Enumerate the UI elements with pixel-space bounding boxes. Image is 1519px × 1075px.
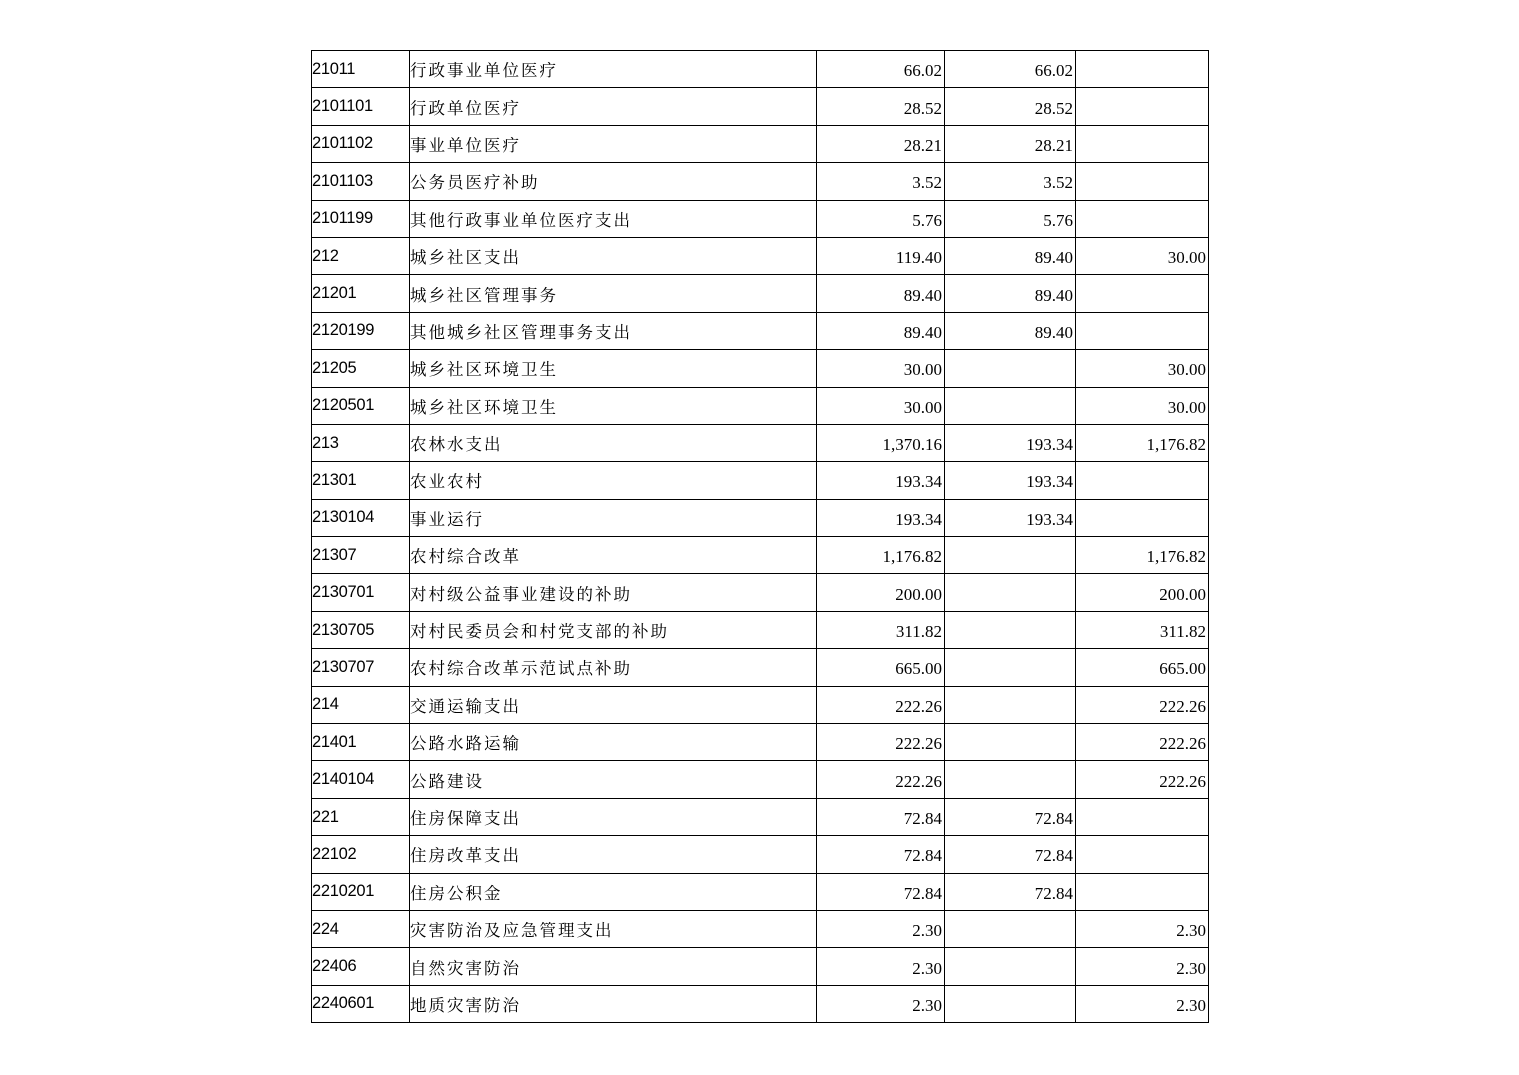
total-amount-cell: 30.00: [817, 387, 945, 424]
table-row: [312, 985, 1209, 1022]
table-row: [312, 649, 1209, 686]
table-row: [312, 873, 1209, 910]
total-amount-cell: 89.40: [817, 312, 945, 349]
project-expenditure-cell: [1076, 88, 1209, 125]
subject-name-cell: 城乡社区环境卫生: [410, 350, 817, 387]
subject-name-cell: 事业运行: [410, 499, 817, 536]
subject-code-cell: 2240601: [312, 985, 410, 1022]
project-expenditure-cell: 2.30: [1076, 985, 1209, 1022]
project-expenditure-cell: [1076, 462, 1209, 499]
table-row: [312, 836, 1209, 873]
project-expenditure-cell: 30.00: [1076, 350, 1209, 387]
project-expenditure-cell: 2.30: [1076, 910, 1209, 947]
total-amount-cell: 222.26: [817, 724, 945, 761]
project-expenditure-cell: [1076, 125, 1209, 162]
project-expenditure-cell: [1076, 51, 1209, 88]
subject-name-cell: 交通运输支出: [410, 686, 817, 723]
project-expenditure-cell: [1076, 275, 1209, 312]
total-amount-cell: 200.00: [817, 574, 945, 611]
budget-table: [311, 50, 1209, 1023]
subject-code-cell: 21011: [312, 51, 410, 88]
total-amount-cell: 119.40: [817, 237, 945, 274]
project-expenditure-cell: [1076, 499, 1209, 536]
table-row: [312, 350, 1209, 387]
table-row: [312, 948, 1209, 985]
basic-expenditure-cell: 5.76: [945, 200, 1076, 237]
table-body: [312, 51, 1209, 1023]
subject-name-cell: 城乡社区环境卫生: [410, 387, 817, 424]
subject-name-cell: 住房保障支出: [410, 798, 817, 835]
basic-expenditure-cell: [945, 537, 1076, 574]
project-expenditure-cell: 222.26: [1076, 761, 1209, 798]
project-expenditure-cell: [1076, 836, 1209, 873]
basic-expenditure-cell: [945, 910, 1076, 947]
subject-name-cell: 对村级公益事业建设的补助: [410, 574, 817, 611]
basic-expenditure-cell: 72.84: [945, 873, 1076, 910]
total-amount-cell: 1,370.16: [817, 424, 945, 461]
total-amount-cell: 2.30: [817, 948, 945, 985]
table-row: [312, 798, 1209, 835]
table-row: [312, 686, 1209, 723]
subject-name-cell: 农村综合改革: [410, 537, 817, 574]
total-amount-cell: 72.84: [817, 798, 945, 835]
subject-name-cell: 其他城乡社区管理事务支出: [410, 312, 817, 349]
basic-expenditure-cell: [945, 387, 1076, 424]
subject-name-cell: 住房改革支出: [410, 836, 817, 873]
subject-name-cell: 农村综合改革示范试点补助: [410, 649, 817, 686]
subject-code-cell: 224: [312, 910, 410, 947]
basic-expenditure-cell: 72.84: [945, 798, 1076, 835]
table-row: [312, 200, 1209, 237]
basic-expenditure-cell: 66.02: [945, 51, 1076, 88]
table-row: [312, 499, 1209, 536]
total-amount-cell: 28.21: [817, 125, 945, 162]
subject-code-cell: 2130705: [312, 611, 410, 648]
total-amount-cell: 30.00: [817, 350, 945, 387]
total-amount-cell: 3.52: [817, 163, 945, 200]
basic-expenditure-cell: 28.21: [945, 125, 1076, 162]
subject-code-cell: 21205: [312, 350, 410, 387]
subject-name-cell: 事业单位医疗: [410, 125, 817, 162]
total-amount-cell: 311.82: [817, 611, 945, 648]
subject-code-cell: 21401: [312, 724, 410, 761]
subject-name-cell: 行政事业单位医疗: [410, 51, 817, 88]
table-row: [312, 910, 1209, 947]
table-row: [312, 724, 1209, 761]
project-expenditure-cell: 1,176.82: [1076, 537, 1209, 574]
subject-code-cell: 213: [312, 424, 410, 461]
subject-code-cell: 2101102: [312, 125, 410, 162]
basic-expenditure-cell: 89.40: [945, 312, 1076, 349]
basic-expenditure-cell: 89.40: [945, 275, 1076, 312]
subject-name-cell: 公务员医疗补助: [410, 163, 817, 200]
project-expenditure-cell: [1076, 200, 1209, 237]
subject-name-cell: 农林水支出: [410, 424, 817, 461]
basic-expenditure-cell: [945, 686, 1076, 723]
basic-expenditure-cell: 28.52: [945, 88, 1076, 125]
table-row: [312, 237, 1209, 274]
total-amount-cell: 1,176.82: [817, 537, 945, 574]
basic-expenditure-cell: [945, 948, 1076, 985]
total-amount-cell: 222.26: [817, 761, 945, 798]
project-expenditure-cell: 222.26: [1076, 724, 1209, 761]
subject-code-cell: 21301: [312, 462, 410, 499]
project-expenditure-cell: [1076, 312, 1209, 349]
project-expenditure-cell: 30.00: [1076, 387, 1209, 424]
total-amount-cell: 665.00: [817, 649, 945, 686]
subject-name-cell: 公路水路运输: [410, 724, 817, 761]
table-row: [312, 88, 1209, 125]
total-amount-cell: 193.34: [817, 462, 945, 499]
basic-expenditure-cell: [945, 350, 1076, 387]
table-row: [312, 163, 1209, 200]
total-amount-cell: 66.02: [817, 51, 945, 88]
total-amount-cell: 28.52: [817, 88, 945, 125]
total-amount-cell: 193.34: [817, 499, 945, 536]
table-row: [312, 51, 1209, 88]
total-amount-cell: 2.30: [817, 985, 945, 1022]
subject-name-cell: 行政单位医疗: [410, 88, 817, 125]
subject-code-cell: 214: [312, 686, 410, 723]
table-row: [312, 312, 1209, 349]
basic-expenditure-cell: [945, 761, 1076, 798]
subject-code-cell: 22406: [312, 948, 410, 985]
subject-name-cell: 自然灾害防治: [410, 948, 817, 985]
basic-expenditure-cell: [945, 985, 1076, 1022]
subject-code-cell: 2101199: [312, 200, 410, 237]
basic-expenditure-cell: [945, 724, 1076, 761]
subject-code-cell: 21307: [312, 537, 410, 574]
table-row: [312, 424, 1209, 461]
project-expenditure-cell: 665.00: [1076, 649, 1209, 686]
basic-expenditure-cell: 72.84: [945, 836, 1076, 873]
subject-name-cell: 灾害防治及应急管理支出: [410, 910, 817, 947]
table-row: [312, 275, 1209, 312]
subject-name-cell: 地质灾害防治: [410, 985, 817, 1022]
basic-expenditure-cell: [945, 574, 1076, 611]
basic-expenditure-cell: 193.34: [945, 424, 1076, 461]
subject-name-cell: 住房公积金: [410, 873, 817, 910]
subject-name-cell: 对村民委员会和村党支部的补助: [410, 611, 817, 648]
basic-expenditure-cell: 89.40: [945, 237, 1076, 274]
total-amount-cell: 89.40: [817, 275, 945, 312]
subject-code-cell: 2130104: [312, 499, 410, 536]
table-row: [312, 462, 1209, 499]
total-amount-cell: 222.26: [817, 686, 945, 723]
project-expenditure-cell: 30.00: [1076, 237, 1209, 274]
subject-code-cell: 2130707: [312, 649, 410, 686]
project-expenditure-cell: 222.26: [1076, 686, 1209, 723]
total-amount-cell: 5.76: [817, 200, 945, 237]
total-amount-cell: 72.84: [817, 873, 945, 910]
subject-code-cell: 212: [312, 237, 410, 274]
subject-name-cell: 城乡社区支出: [410, 237, 817, 274]
project-expenditure-cell: [1076, 798, 1209, 835]
table-row: [312, 761, 1209, 798]
subject-name-cell: 农业农村: [410, 462, 817, 499]
subject-code-cell: 221: [312, 798, 410, 835]
basic-expenditure-cell: 3.52: [945, 163, 1076, 200]
basic-expenditure-cell: [945, 611, 1076, 648]
subject-code-cell: 2140104: [312, 761, 410, 798]
project-expenditure-cell: 2.30: [1076, 948, 1209, 985]
subject-code-cell: 2101103: [312, 163, 410, 200]
project-expenditure-cell: 200.00: [1076, 574, 1209, 611]
subject-name-cell: 公路建设: [410, 761, 817, 798]
subject-name-cell: 城乡社区管理事务: [410, 275, 817, 312]
subject-code-cell: 2120199: [312, 312, 410, 349]
subject-code-cell: 21201: [312, 275, 410, 312]
total-amount-cell: 2.30: [817, 910, 945, 947]
project-expenditure-cell: 311.82: [1076, 611, 1209, 648]
table-row: [312, 611, 1209, 648]
basic-expenditure-cell: 193.34: [945, 499, 1076, 536]
table-row: [312, 537, 1209, 574]
table-row: [312, 574, 1209, 611]
basic-expenditure-cell: [945, 649, 1076, 686]
subject-code-cell: 22102: [312, 836, 410, 873]
total-amount-cell: 72.84: [817, 836, 945, 873]
subject-code-cell: 2101101: [312, 88, 410, 125]
project-expenditure-cell: 1,176.82: [1076, 424, 1209, 461]
subject-code-cell: 2210201: [312, 873, 410, 910]
subject-code-cell: 2130701: [312, 574, 410, 611]
project-expenditure-cell: [1076, 163, 1209, 200]
table-row: [312, 125, 1209, 162]
project-expenditure-cell: [1076, 873, 1209, 910]
subject-name-cell: 其他行政事业单位医疗支出: [410, 200, 817, 237]
table-row: [312, 387, 1209, 424]
subject-code-cell: 2120501: [312, 387, 410, 424]
basic-expenditure-cell: 193.34: [945, 462, 1076, 499]
